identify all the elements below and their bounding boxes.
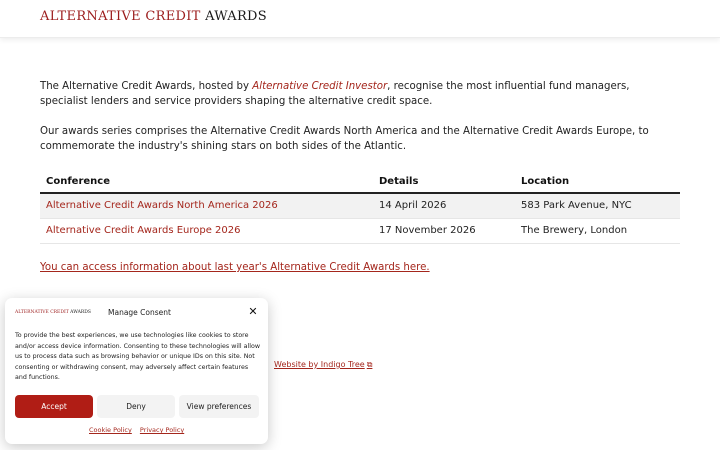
website-credit-link[interactable] xyxy=(274,360,372,370)
cookie-logo-last: AWARDS xyxy=(70,310,91,315)
privacy-policy-link[interactable]: Privacy Policy xyxy=(139,426,185,434)
details-cell: 14 April 2026 xyxy=(373,193,515,218)
location-cell: The Brewery, London xyxy=(515,218,680,243)
close-icon[interactable]: ✕ xyxy=(248,305,258,318)
cookie-consent-dialog xyxy=(5,298,268,444)
site-logo[interactable] xyxy=(40,9,267,24)
header-details: Details xyxy=(373,171,515,193)
cookie-title: Manage Consent xyxy=(108,308,171,317)
credit-text: Website by Indigo Tree xyxy=(274,360,365,369)
aci-link[interactable]: Alternative Credit Investor xyxy=(252,81,388,92)
external-link-icon: ⧉ xyxy=(366,360,373,369)
accept-button[interactable]: Accept xyxy=(15,395,93,418)
table-row xyxy=(40,193,680,218)
deny-button[interactable]: Deny xyxy=(97,395,175,418)
table-row xyxy=(40,218,680,243)
header-conference: Conference xyxy=(40,171,373,193)
cookie-policy-link[interactable]: Cookie Policy xyxy=(89,426,132,434)
location-cell: 583 Park Avenue, NYC xyxy=(515,193,680,218)
conference-link-na[interactable]: Alternative Credit Awards North America 2026 xyxy=(46,200,278,212)
logo-text-first: ALTERNATIVE CREDIT xyxy=(40,9,201,24)
intro-paragraph-2: Our awards series comprises the Alternative Credit Awards North America and the Alternative Credit Awards Europe, to commemorate the industry's shining stars on both sides of the Atlantic. xyxy=(40,126,649,152)
site-header xyxy=(0,0,720,38)
cookie-links xyxy=(89,426,190,434)
details-cell: 17 November 2026 xyxy=(373,218,515,243)
cookie-logo xyxy=(15,310,91,315)
intro-text-after: , recognise the most influential fund managers, specialist lenders and service providers shaping the alternative credit space. xyxy=(40,81,630,107)
conference-table xyxy=(40,171,680,244)
intro-text-before: The Alternative Credit Awards, hosted by xyxy=(40,81,253,92)
intro-paragraph-1 xyxy=(40,79,680,109)
logo-text-last: AWARDS xyxy=(205,9,267,24)
table-header-row xyxy=(40,171,680,193)
conference-cell xyxy=(40,218,373,243)
conference-link-europe[interactable]: Alternative Credit Awards Europe 2026 xyxy=(46,225,241,236)
conference-cell xyxy=(40,193,373,218)
last-year-link[interactable]: You can access information about last year's Alternative Credit Awards here. xyxy=(40,262,430,273)
view-preferences-button[interactable]: View preferences xyxy=(179,395,259,418)
header-location: Location xyxy=(515,171,680,193)
cookie-logo-first: ALTERNATIVE CREDIT xyxy=(15,310,69,315)
cookie-description: To provide the best experiences, we use technologies like cookies to store and/or access device information. Consenting to these technologies will allow us to process data such as browsing behavior or unique IDs on this site. Not consenting or withdrawing consent, may adversely affect certain features and functions. xyxy=(15,332,260,381)
